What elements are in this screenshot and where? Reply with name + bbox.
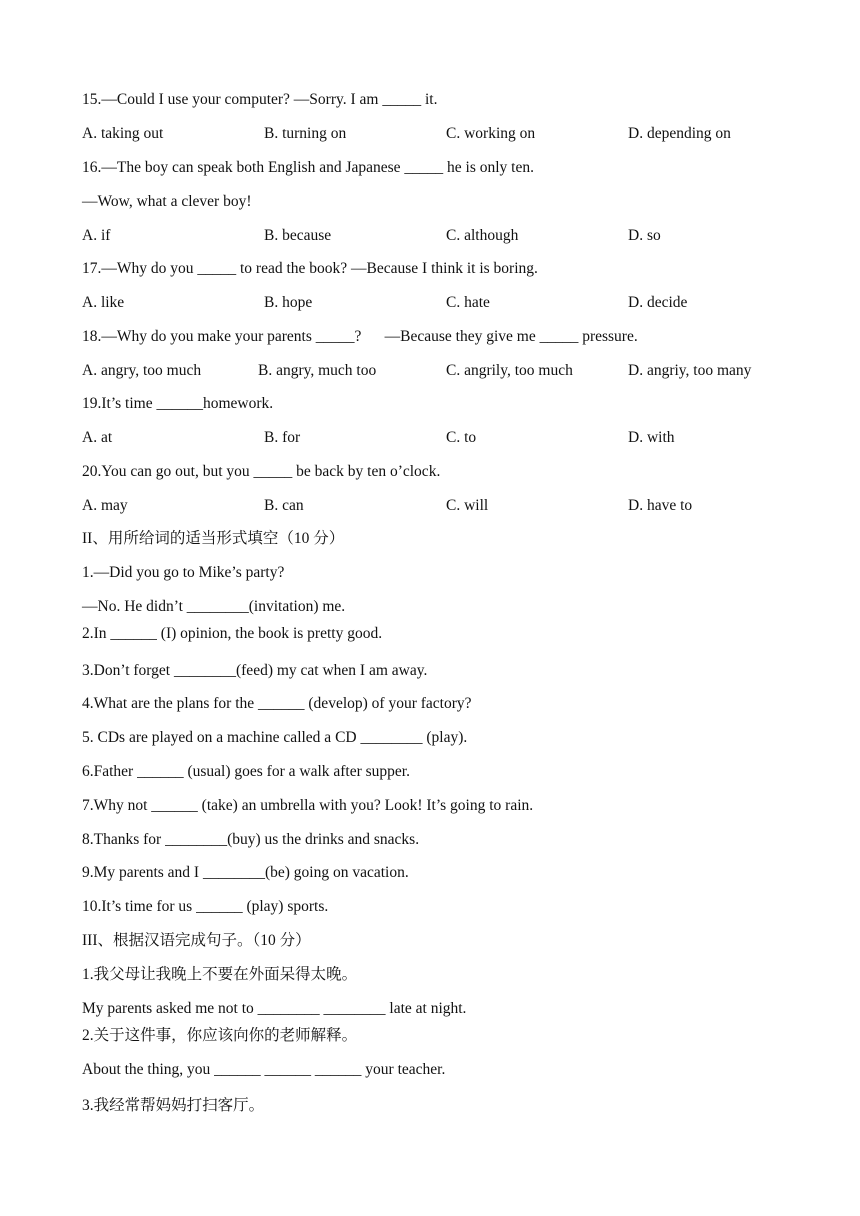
options-18	[82, 361, 782, 381]
fill-item: 9.My parents and I ________(be) going on vacation.	[82, 864, 409, 881]
option-c: C. although	[446, 227, 519, 244]
translate-item: My parents asked me not to ________ ________ late at night.	[82, 1000, 467, 1017]
fill-item: 4.What are the plans for the ______ (develop) of your factory?	[82, 695, 472, 712]
question-17: 17.—Why do you _____ to read the book? —Because I think it is boring.	[82, 260, 538, 277]
fill-item: 2.In ______ (I) opinion, the book is pretty good.	[82, 625, 383, 642]
section-2-heading: II、用所给词的适当形式填空（10 分）	[82, 530, 345, 547]
option-d: D. depending on	[628, 125, 731, 142]
fill-item: 8.Thanks for ________(buy) us the drinks and snacks.	[82, 831, 420, 848]
option-b: B. can	[264, 497, 304, 514]
translate-item: 1.我父母让我晚上不要在外面呆得太晚。	[82, 966, 358, 983]
fill-item: 3.Don’t forget ________(feed) my cat when I am away.	[82, 662, 428, 679]
fill-item: 7.Why not ______ (take) an umbrella with you? Look! It’s going to rain.	[82, 797, 534, 814]
fill-item: 10.It’s time for us ______ (play) sports.	[82, 898, 329, 915]
option-c: C. working on	[446, 125, 536, 142]
options-20	[82, 496, 782, 516]
option-a: A. angry, too much	[82, 362, 202, 379]
question-18: 18.—Why do you make your parents _____? —Because they give me _____ pressure.	[82, 328, 638, 345]
question-16: 16.—The boy can speak both English and Japanese _____ he is only ten.	[82, 159, 534, 176]
option-a: A. at	[82, 429, 113, 446]
section-3-heading: III、根据汉语完成句子。（10 分）	[82, 932, 311, 949]
option-c: C. to	[446, 429, 477, 446]
options-15	[82, 124, 782, 144]
option-a: A. like	[82, 294, 125, 311]
option-d: D. so	[628, 227, 661, 244]
option-c: C. angrily, too much	[446, 362, 573, 379]
option-a: A. if	[82, 227, 111, 244]
translate-item: 2.关于这件事，你应该向你的老师解释。	[82, 1027, 358, 1044]
options-19	[82, 428, 782, 448]
fill-item: —No. He didn’t ________(invitation) me.	[82, 598, 346, 615]
question-15: 15.—Could I use your computer? —Sorry. I am _____ it.	[82, 91, 438, 108]
translate-item: About the thing, you ______ ______ ______ your teacher.	[82, 1061, 446, 1078]
translate-item: 3.我经常帮妈妈打扫客厅。	[82, 1097, 265, 1114]
fill-item: 1.—Did you go to Mike’s party?	[82, 564, 285, 581]
option-d: D. with	[628, 429, 675, 446]
fill-item: 5. CDs are played on a machine called a CD ________ (play).	[82, 729, 468, 746]
option-c: C. hate	[446, 294, 490, 311]
question-19: 19.It’s time ______homework.	[82, 395, 274, 412]
option-b: B. turning on	[264, 125, 347, 142]
option-b: B. angry, much too	[258, 362, 377, 379]
question-20: 20.You can go out, but you _____ be back by ten o’clock.	[82, 463, 441, 480]
option-d: D. angriy, too many	[628, 362, 752, 379]
option-b: B. because	[264, 227, 332, 244]
option-d: D. have to	[628, 497, 693, 514]
option-a: A. taking out	[82, 125, 164, 142]
fill-item: 6.Father ______ (usual) goes for a walk after supper.	[82, 763, 410, 780]
option-d: D. decide	[628, 294, 688, 311]
options-16	[82, 226, 782, 246]
option-b: B. hope	[264, 294, 313, 311]
option-c: C. will	[446, 497, 489, 514]
question-16-reply: —Wow, what a clever boy!	[82, 193, 252, 210]
option-b: B. for	[264, 429, 301, 446]
options-17	[82, 293, 782, 313]
option-a: A. may	[82, 497, 128, 514]
